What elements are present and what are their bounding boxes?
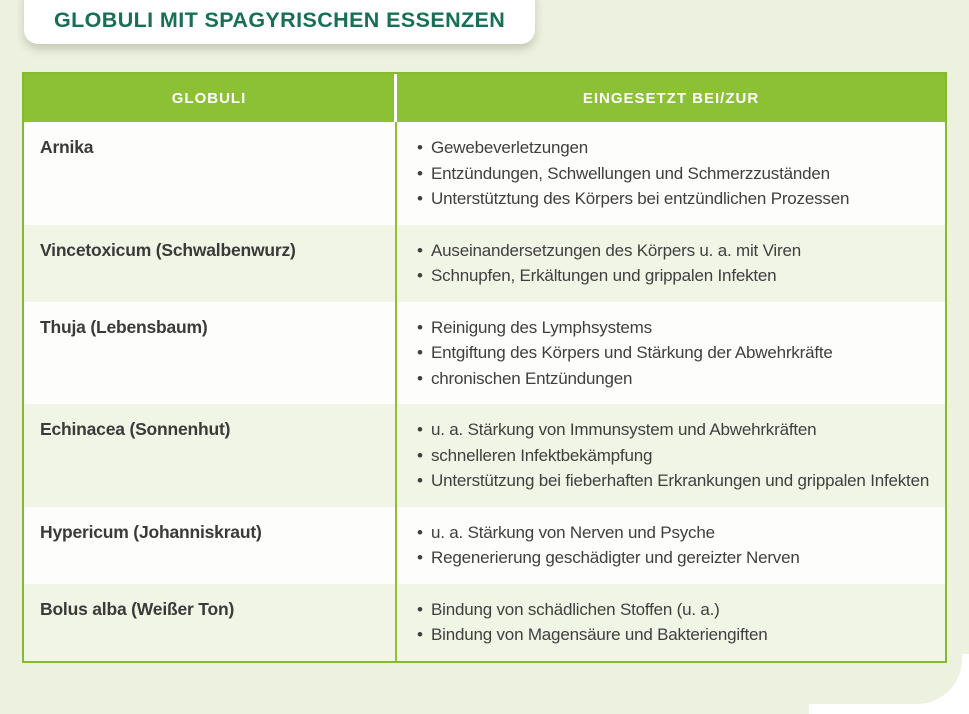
uses-list <box>417 597 933 648</box>
table-body <box>24 122 945 661</box>
table-row <box>24 404 945 507</box>
globuli-name: Echinacea (Sonnenhut) <box>24 404 397 507</box>
use-item: • Auseinandersetzungen des Körpers u. a. mit Viren <box>417 238 933 264</box>
table-row <box>24 584 945 661</box>
globuli-name: Thuja (Lebensbaum) <box>24 302 397 405</box>
uses-list <box>417 135 933 212</box>
uses-list <box>417 520 933 571</box>
globuli-name: Vincetoxicum (Schwalbenwurz) <box>24 225 397 302</box>
use-item: • Bindung von schädlichen Stoffen (u. a.) <box>417 597 933 623</box>
use-item: • chronischen Entzündungen <box>417 366 933 392</box>
use-item: • u. a. Stärkung von Nerven und Psyche <box>417 520 933 546</box>
use-item: • Entzündungen, Schwellungen und Schmerzzuständen <box>417 161 933 187</box>
uses-cell <box>397 122 945 225</box>
use-item: • Regenerierung geschädigter und gereizter Nerven <box>417 545 933 571</box>
table-row <box>24 302 945 405</box>
globuli-name: Hypericum (Johanniskraut) <box>24 507 397 584</box>
uses-cell <box>397 302 945 405</box>
uses-cell <box>397 404 945 507</box>
use-item: • Entgiftung des Körpers und Stärkung der Abwehrkräfte <box>417 340 933 366</box>
use-item: • Bindung von Magensäure und Bakteriengiften <box>417 622 933 648</box>
table-row <box>24 122 945 225</box>
uses-list <box>417 417 933 494</box>
use-item: • Schnupfen, Erkältungen und grippalen Infekten <box>417 263 933 289</box>
column-header-eingesetzt: EINGESETZT BEI/ZUR <box>582 89 760 107</box>
uses-cell <box>397 584 945 661</box>
page-title: GLOBULI MIT SPAGYRISCHEN ESSENZEN <box>54 8 506 32</box>
table-header-row <box>24 74 945 122</box>
globuli-table <box>22 72 947 663</box>
use-item: • schnelleren Infektbekämpfung <box>417 443 933 469</box>
table-row <box>24 507 945 584</box>
use-item: • Unterstützung bei fieberhaften Erkrankungen und grippalen Infekten <box>417 468 933 494</box>
use-item: • u. a. Stärkung von Immunsystem und Abwehrkräften <box>417 417 933 443</box>
globuli-name: Arnika <box>24 122 397 225</box>
use-item: • Unterstütztung des Körpers bei entzündlichen Prozessen <box>417 186 933 212</box>
globuli-name: Bolus alba (Weißer Ton) <box>24 584 397 661</box>
uses-cell <box>397 507 945 584</box>
table-row <box>24 225 945 302</box>
use-item: • Gewebeverletzungen <box>417 135 933 161</box>
use-item: • Reinigung des Lymphsystems <box>417 315 933 341</box>
uses-list <box>417 315 933 392</box>
title-card <box>24 0 535 44</box>
uses-cell <box>397 225 945 302</box>
column-header-globuli: GLOBULI <box>24 74 397 122</box>
uses-list <box>417 238 933 289</box>
